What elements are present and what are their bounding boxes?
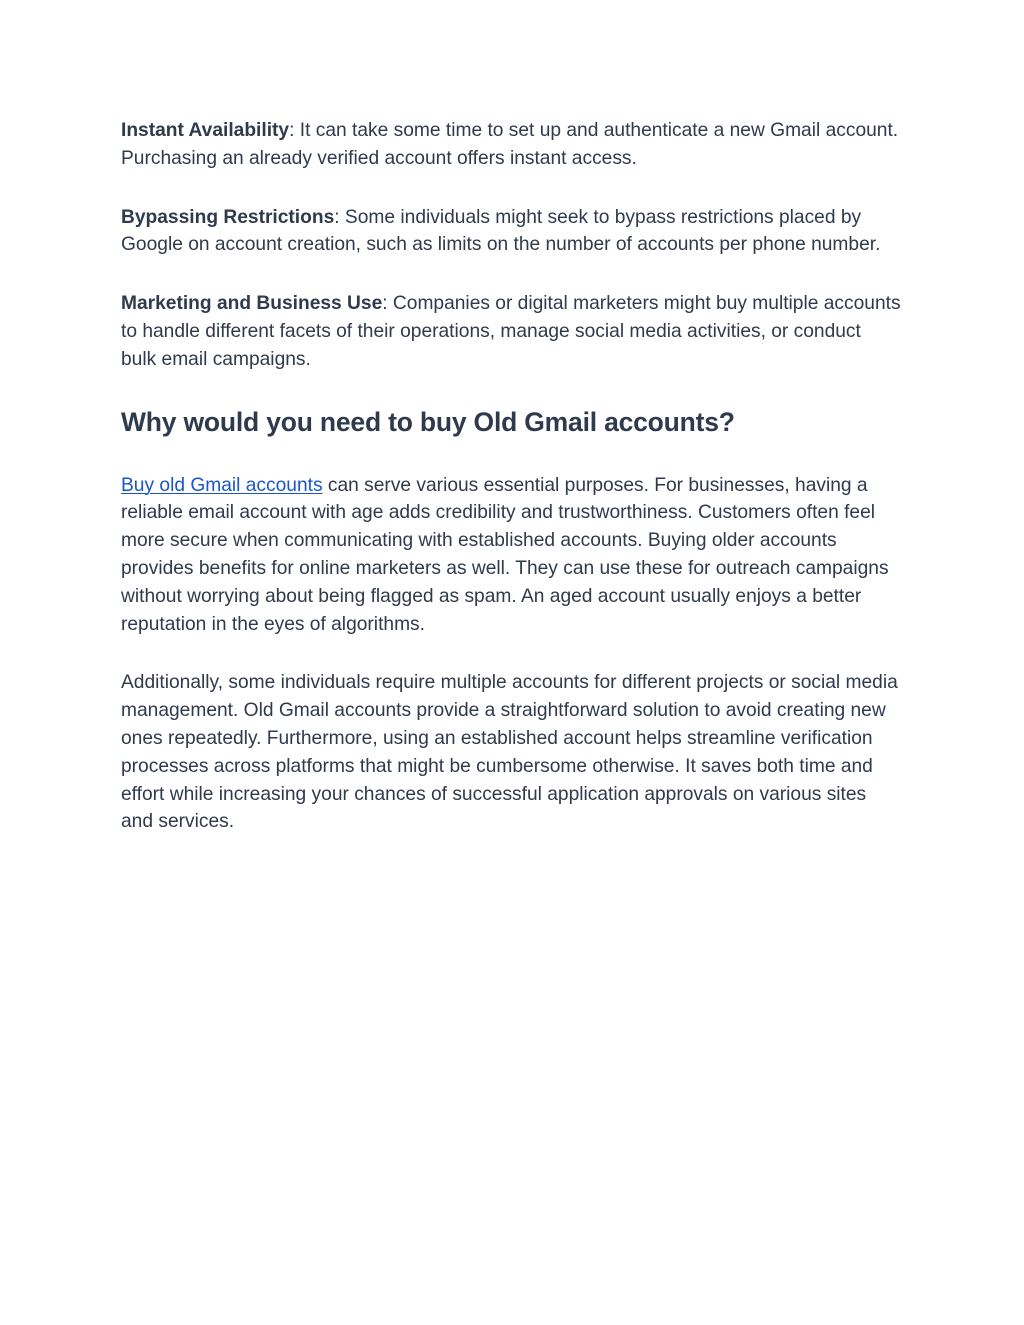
reason-item-instant-availability [121, 117, 901, 173]
reason-text: : It can take some time to set up and authenticate a new Gmail account. Purchasing an already verified account offers instant access. [121, 120, 899, 169]
reason-text: : Companies or digital marketers might buy multiple accounts to handle different facets of their operations, manage social media activities, or conduct bulk email campaigns. [121, 293, 901, 370]
document-body [121, 117, 901, 867]
section-heading: Why would you need to buy Old Gmail accounts? [121, 406, 735, 437]
reason-term: Instant Availability [121, 120, 290, 141]
buy-old-gmail-accounts-link[interactable]: Buy old Gmail accounts [121, 474, 323, 496]
reason-item-bypassing-restrictions [121, 204, 901, 260]
reason-item-marketing-business-use [121, 290, 901, 373]
reason-text: : Some individuals might seek to bypass restrictions placed by Google on account creation, such as limits on the number of accounts per phone number. [121, 206, 881, 256]
paragraph-text: can serve various essential purposes. For businesses, having a reliable email account with age adds credibility and trustworthiness. Customers often feel more secure when communicating with established accounts. Buying older accounts provides benefits for online marketers as well. They can use these for outreach campaigns without worrying about being flagged as spam. An aged account usually enjoys a better reputation in the eyes of algorithms. [121, 474, 889, 635]
reason-term: Bypassing Restrictions [121, 206, 335, 228]
section-paragraph-2: Additionally, some individuals require multiple accounts for different projects or social media management. Old Gmail accounts provide a straightforward solution to avoid creating new ones repeatedly. Furthermore, using an established account helps streamline verification processes across platforms that might be cumbersome otherwise. It saves both time and effort while increasing your chances of successful application approvals on various sites and services. [121, 672, 898, 833]
section-paragraph-1 [121, 472, 901, 639]
reason-term: Marketing and Business Use [121, 293, 383, 315]
